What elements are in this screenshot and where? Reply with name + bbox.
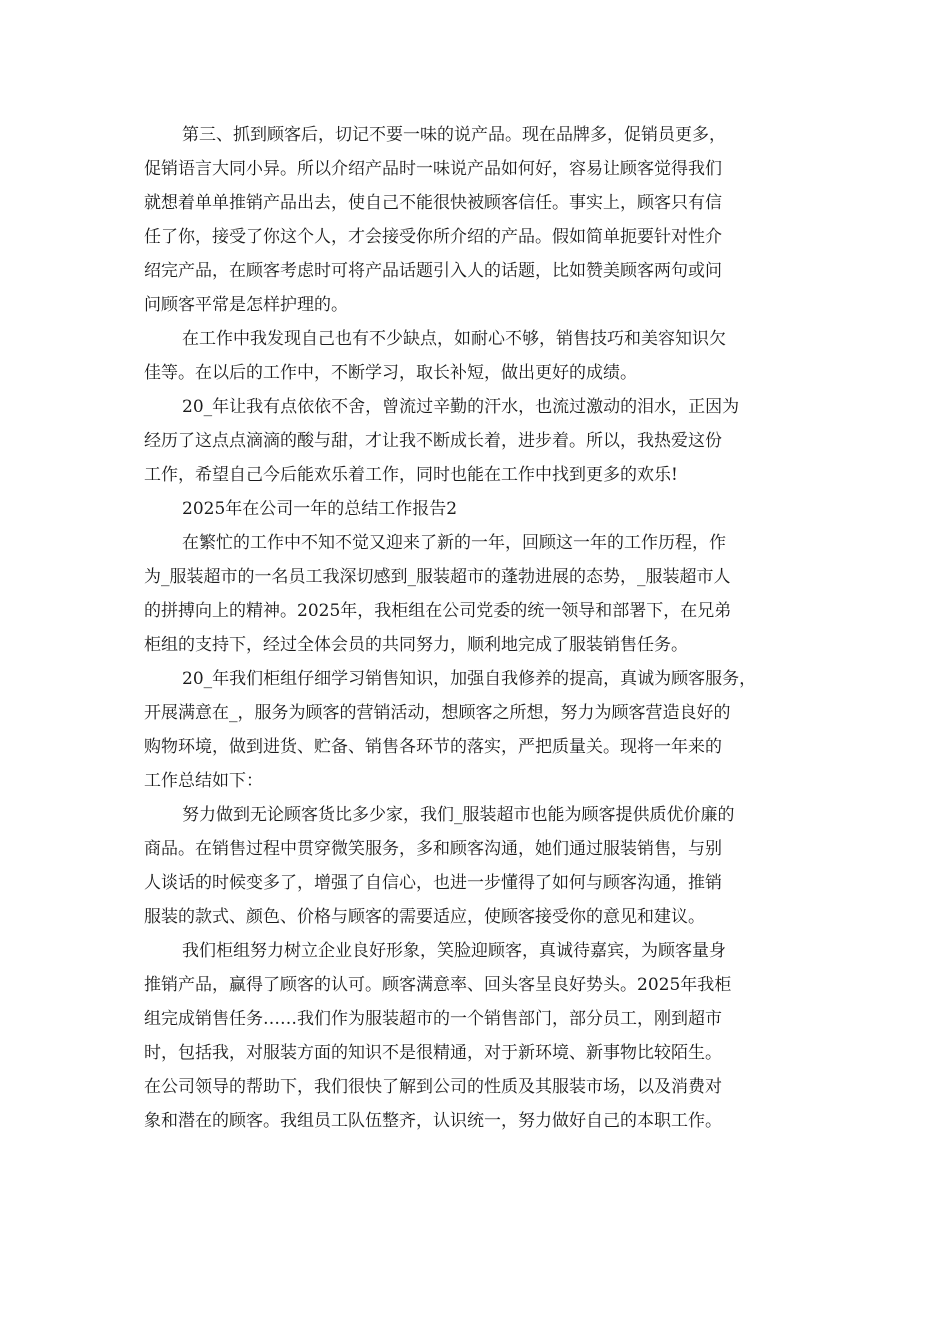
paragraph-line: 促销语言大同小异。所以介绍产品时一味说产品如何好，容易让顾客觉得我们 xyxy=(144,159,722,179)
paragraph-line: 努力做到无论顾客货比多少家，我们_服装超市也能为顾客提供质优价廉的 xyxy=(182,805,735,825)
section-heading: 2025年在公司一年的总结工作报告2 xyxy=(182,499,458,519)
paragraph-line: 在公司领导的帮助下，我们很快了解到公司的性质及其服装市场，以及消费对 xyxy=(144,1077,722,1097)
paragraph-line: 就想着单单推销产品出去，使自己不能很快被顾客信任。事实上，顾客只有信 xyxy=(144,193,722,213)
paragraph-line: 时，包括我，对服装方面的知识不是很精通，对于新环境、新事物比较陌生。 xyxy=(144,1043,722,1063)
paragraph-line: 20_年我们柜组仔细学习销售知识，加强自我修养的提高，真诚为顾客服务， xyxy=(182,669,757,689)
paragraph-line: 服装的款式、颜色、价格与顾客的需要适应，使顾客接受你的意见和建议。 xyxy=(144,907,705,927)
paragraph-line: 购物环境，做到进货、贮备、销售各环节的落实，严把质量关。现将一年来的 xyxy=(144,737,722,757)
paragraph-line: 人谈话的时候变多了，增强了自信心，也进一步懂得了如何与顾客沟通，推销 xyxy=(144,873,722,893)
paragraph-line: 任了你，接受了你这个人，才会接受你所介绍的产品。假如简单扼要针对性介 xyxy=(144,227,722,247)
paragraph-line: 象和潜在的顾客。我组员工队伍整齐，认识统一，努力做好自己的本职工作。 xyxy=(144,1111,722,1131)
paragraph-line: 在工作中我发现自己也有不少缺点，如耐心不够，销售技巧和美容知识欠 xyxy=(182,329,726,349)
paragraph-line: 绍完产品，在顾客考虑时可将产品话题引入人的话题，比如赞美顾客两句或问 xyxy=(144,261,722,281)
paragraph-line: 经历了这点点滴滴的酸与甜，才让我不断成长着，进步着。所以，我热爱这份 xyxy=(144,431,722,451)
paragraph-line: 佳等。在以后的工作中，不断学习，取长补短，做出更好的成绩。 xyxy=(144,363,637,383)
paragraph-line: 工作总结如下： xyxy=(144,771,263,791)
paragraph-line: 我们柜组努力树立企业良好形象，笑脸迎顾客，真诚待嘉宾，为顾客量身 xyxy=(182,941,726,961)
paragraph-line: 柜组的支持下，经过全体会员的共同努力，顺利地完成了服装销售任务。 xyxy=(144,635,688,655)
paragraph-line: 推销产品，赢得了顾客的认可。顾客满意率、回头客呈良好势头。2025年我柜 xyxy=(144,975,732,995)
document-body xyxy=(144,118,820,1138)
paragraph-line: 工作，希望自己今后能欢乐着工作，同时也能在工作中找到更多的欢乐! xyxy=(144,465,678,485)
paragraph-line: 问顾客平常是怎样护理的。 xyxy=(144,295,348,315)
paragraph-line: 开展满意在_，服务为顾客的营销活动，想顾客之所想，努力为顾客营造良好的 xyxy=(144,703,731,723)
paragraph-line: 第三、抓到顾客后，切记不要一味的说产品。现在品牌多，促销员更多， xyxy=(182,125,726,145)
paragraph-line: 组完成销售任务……我们作为服装超市的一个销售部门，部分员工，刚到超市 xyxy=(144,1009,722,1029)
paragraph-line: 20_年让我有点依依不舍，曾流过辛勤的汗水，也流过激动的泪水，正因为 xyxy=(182,397,740,417)
paragraph-line: 为_服装超市的一名员工我深切感到_服装超市的蓬勃进展的态势，_服装超市人 xyxy=(144,567,731,587)
paragraph-line: 的拼搏向上的精神。2025年，我柜组在公司党委的统一领导和部署下，在兄弟 xyxy=(144,601,732,621)
paragraph-line: 商品。在销售过程中贯穿微笑服务，多和顾客沟通，她们通过服装销售，与别 xyxy=(144,839,722,859)
paragraph-line: 在繁忙的工作中不知不觉又迎来了新的一年，回顾这一年的工作历程，作 xyxy=(182,533,726,553)
